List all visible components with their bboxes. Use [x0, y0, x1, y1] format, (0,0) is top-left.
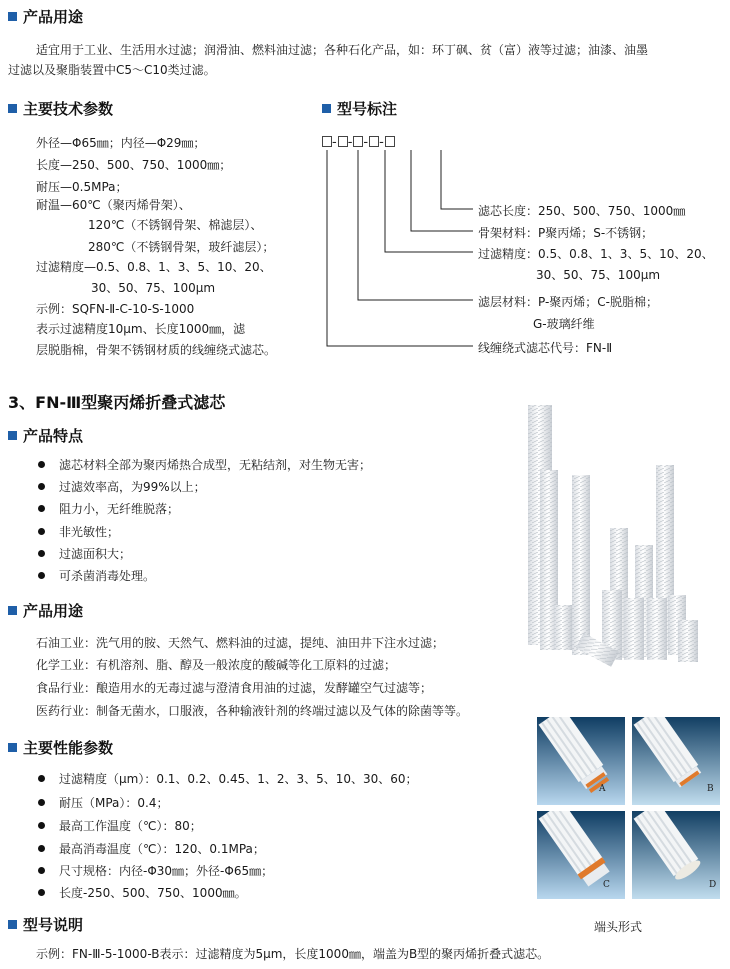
tech-line: 过滤精度—0.5、0.8、1、3、5、10、20、 — [36, 260, 272, 274]
feature-item: 可杀菌消毒处理。 — [38, 567, 155, 584]
performance-item: 耐压（MPa）：0.4； — [38, 794, 169, 811]
tech-line: 表示过滤精度10μm、长度1000㎜，滤 — [36, 322, 246, 336]
end-cap-label-c: C — [603, 880, 610, 890]
bullet-icon — [38, 483, 45, 490]
end-cap-photo-d — [632, 811, 720, 899]
bullet-icon — [38, 505, 45, 512]
section-heading-features — [8, 425, 83, 446]
bullet-icon — [38, 889, 45, 896]
section-title: 产品特点 — [23, 427, 84, 445]
bullet-icon — [38, 845, 45, 852]
feature-item: 过滤效率高，为99%以上； — [38, 478, 206, 495]
model-example: 示例：FN-Ⅲ-5-1000-B表示：过滤精度为5μm，长度1000㎜，端盖为B型的聚丙烯折叠式滤芯。 — [36, 947, 550, 961]
end-cap-label-a: A — [599, 784, 606, 794]
section-heading-applications — [8, 600, 83, 621]
tech-line: 外径—Φ65㎜；内径—Φ29㎜； — [36, 136, 206, 150]
heading-square-icon — [8, 920, 17, 929]
heading-square-icon — [8, 606, 17, 615]
usage-line-1: 适宜用于工业、生活用水过滤；润滑油、燃料油过滤；各种石化产品，如：环丁砜、贫（富）液等过滤；油漆、油墨 — [36, 43, 649, 57]
tech-line: 30、50、75、100μm — [91, 281, 216, 295]
end-cap-label-d: D — [709, 880, 717, 890]
bullet-icon — [38, 822, 45, 829]
section-heading-model-desc — [8, 914, 83, 935]
tech-line: 耐温—60℃（聚丙烯骨架）、 — [36, 198, 191, 212]
application-line: 医药行业：制备无菌水，口服液，各种输液针剂的终端过滤以及气体的除菌等等。 — [36, 704, 469, 718]
end-cap-label-b: B — [707, 784, 714, 794]
model-code-boxes: - - - - — [322, 135, 395, 150]
section-title: 主要性能参数 — [23, 739, 114, 757]
section-title: 型号标注 — [337, 100, 398, 118]
performance-item: 最高消毒温度（℃）：120、0.1MPa； — [38, 840, 265, 857]
performance-item: 尺寸规格：内径-Φ30㎜；外径-Φ65㎜； — [38, 862, 273, 879]
end-cap-photo-a — [537, 717, 625, 805]
end-cap-caption: 端头形式 — [594, 920, 643, 934]
performance-item: 过滤精度（μm）：0.1、0.2、0.45、1、2、3、5、10、30、60； — [38, 770, 418, 787]
feature-item: 滤芯材料全部为聚丙烯热合成型，无粘结剂，对生物无害； — [38, 456, 371, 473]
leader-line-length — [441, 150, 473, 209]
feature-item: 非光敏性； — [38, 523, 119, 540]
tech-line: 120℃（不锈钢骨架、棉滤层）、 — [88, 218, 263, 232]
notation-code: 线缠绕式滤芯代号：FN-Ⅱ — [478, 341, 613, 355]
end-cap-photo-c — [537, 811, 625, 899]
notation-frame: 骨架材料：P聚丙烯；S-不锈钢； — [478, 226, 654, 240]
leader-line-frame — [411, 150, 473, 231]
leader-line-filter-layer — [358, 150, 473, 300]
heading-square-icon — [8, 431, 17, 440]
notation-precision: 过滤精度：0.5、0.8、1、3、5、10、20、 — [478, 247, 714, 261]
section-heading-performance — [8, 737, 113, 758]
notation-precision-cont: 30、50、75、100μm — [536, 268, 661, 282]
performance-item: 长度-250、500、750、1000㎜。 — [38, 884, 247, 901]
leader-line-precision — [385, 150, 473, 252]
tech-line: 280℃（不锈钢骨架，玻纤滤层）； — [88, 240, 275, 254]
section-title: 型号说明 — [23, 916, 84, 934]
bullet-icon — [38, 775, 45, 782]
section-title: 主要技术参数 — [23, 100, 114, 118]
performance-item: 最高工作温度（℃）：80； — [38, 817, 202, 834]
bullet-icon — [38, 461, 45, 468]
tech-line: 耐压—0.5MPa； — [36, 180, 128, 194]
leader-line-code — [327, 150, 473, 346]
bullet-icon — [38, 550, 45, 557]
tech-line: 示例：SQFN-Ⅱ-C-10-S-1000 — [36, 302, 195, 316]
notation-layer-cont: G-玻璃纤维 — [533, 317, 595, 331]
application-line: 化学工业：有机溶剂、脂、醇及一般浓度的酸碱等化工原料的过滤； — [36, 658, 397, 672]
section-title: 产品用途 — [23, 8, 84, 26]
feature-item: 过滤面积大； — [38, 545, 131, 562]
bullet-icon — [38, 528, 45, 535]
application-line: 石油工业：洗气用的胺、天然气、燃料油的过滤，提纯、油田井下注水过滤； — [36, 636, 445, 650]
tech-line: 层脱脂棉，骨架不锈钢材质的线缠绕式滤芯。 — [36, 343, 277, 357]
bullet-icon — [38, 572, 45, 579]
notation-layer: 滤层材料：P-聚丙烯；C-脱脂棉； — [478, 295, 659, 309]
bullet-icon — [38, 867, 45, 874]
tech-line: 长度—250、500、750、1000㎜； — [36, 158, 232, 172]
usage-line-2: 过滤以及聚脂装置中C5～C10类过滤。 — [8, 63, 216, 77]
notation-length: 滤芯长度：250、500、750、1000㎜ — [478, 204, 686, 218]
bullet-icon — [38, 799, 45, 806]
application-line: 食品行业：酿造用水的无毒过滤与澄清食用油的过滤，发酵罐空气过滤等； — [36, 681, 433, 695]
section-title: 产品用途 — [23, 602, 84, 620]
heading-square-icon — [8, 743, 17, 752]
feature-item: 阻力小，无纤维脱落； — [38, 500, 179, 517]
product-title: 3、FN-Ⅲ型聚丙烯折叠式滤芯 — [8, 393, 226, 412]
wound-filter-cartridges-photo — [520, 400, 730, 670]
